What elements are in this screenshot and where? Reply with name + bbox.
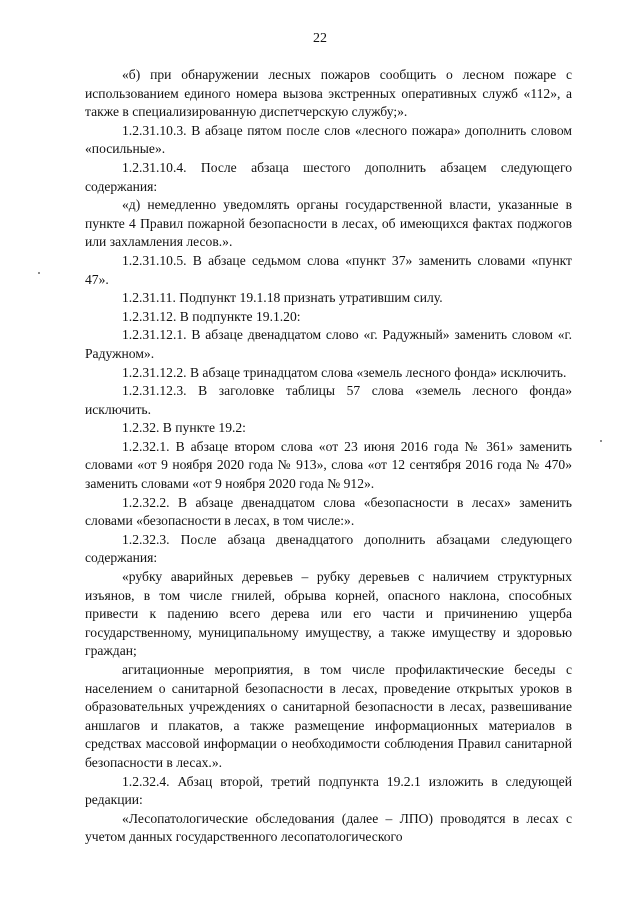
page-number: 22 [313,31,327,46]
paragraph: «д) немедленно уведомлять органы государственной власти, указанные в пункте 4 Правил пожарной безопасности в лесах, об имеющихся фактах поджогов или захламления лесов.». [85,197,572,250]
paragraph: 1.2.31.10.5. В абзаце седьмом слова «пункт 37» заменить словами «пункт 47». [85,252,572,287]
paragraph: 1.2.31.12.2. В абзаце тринадцатом слова «земель лесного фонда» исключить. [122,364,567,380]
document-body [85,66,572,847]
paragraph: 1.2.32. В пункте 19.2: [122,420,246,436]
paragraph: 1.2.31.12.3. В заголовке таблицы 57 слова «земель лесного фонда» исключить. [85,383,572,417]
paragraph: «рубку аварийных деревьев – рубку деревьев с наличием структурных изъянов, в том числе гнилей, обрыва корней, опасного наклона, способных привести к падению всего дерева или его части и причинению ущерба государственному, муниципальному имуществу, а также имуществу и здоровью граждан; [85,569,572,659]
paragraph: 1.2.32.4. Абзац второй, третий подпункта 19.2.1 изложить в следующей редакции: [85,773,572,808]
paragraph: 1.2.31.11. Подпункт 19.1.18 признать утратившим силу. [122,290,443,306]
paragraph: 1.2.32.3. После абзаца двенадцатого дополнить абзацами следующего содержания: [85,531,572,566]
paragraph: агитационные мероприятия, в том числе профилактические беседы с населением о санитарной безопасности в лесах, проведение открытых уроков в образовательных учреждениях о санитарной безопасности в лесах, развешивание аншлагов и плакатов, а также размещение информационных материалов в средствах массовой информации о необходимости соблюдения Правил санитарной безопасности в лесах.». [85,662,572,770]
paragraph: 1.2.32.1. В абзаце втором слова «от 23 июня 2016 года № 361» заменить словами «от 9 ноября 2020 года № 913», слова «от 12 сентября 2016 года № 470» заменить словами «от 9 ноября 2020 года № 912». [85,438,572,492]
paragraph: «Лесопатологические обследования (далее – ЛПО) проводятся в лесах с учетом данных государственного лесопатологического [85,810,572,845]
paragraph: 1.2.31.12.1. В абзаце двенадцатом слово «г. Радужный» заменить словом «г. Радужном». [85,327,572,361]
paragraph: 1.2.31.10.3. В абзаце пятом после слов «лесного пожара» дополнить словом «посильные». [85,122,572,157]
paragraph: «б) при обнаружении лесных пожаров сообщить о лесном пожаре с использованием единого номера вызова экстренных оперативных служб «112», а также в специализированную диспетчерскую службу;». [85,67,572,120]
scan-speck [38,272,40,274]
paragraph: 1.2.31.10.4. После абзаца шестого дополнить абзацем следующего содержания: [85,159,572,194]
paragraph: 1.2.31.12. В подпункте 19.1.20: [122,308,301,324]
scan-speck [600,440,602,442]
paragraph: 1.2.32.2. В абзаце двенадцатом слова «безопасности в лесах» заменить словами «безопасности в лесах, в том числе:». [85,494,572,529]
